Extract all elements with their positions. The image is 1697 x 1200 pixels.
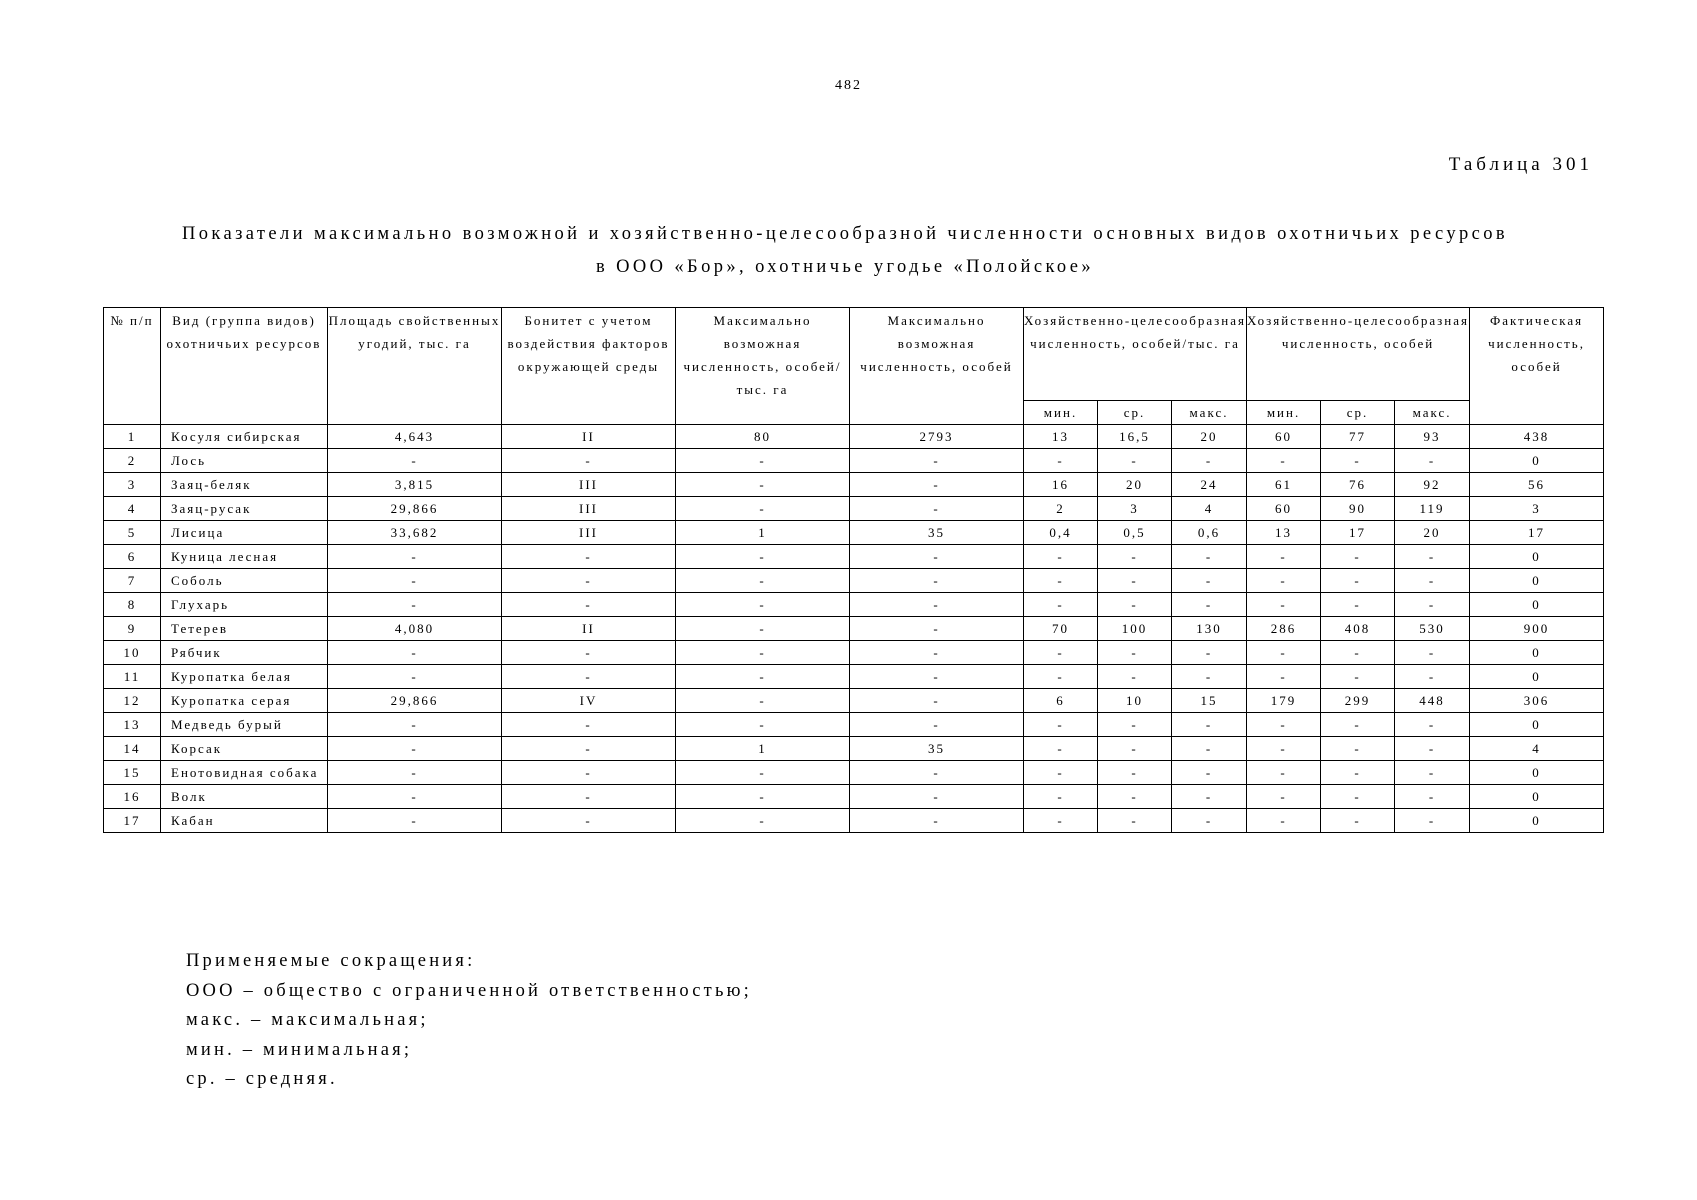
hz-density-min-cell: - bbox=[1024, 593, 1098, 617]
actual-count-cell: 0 bbox=[1470, 809, 1604, 833]
hz-count-max-cell: - bbox=[1395, 809, 1470, 833]
hz-density-min-cell: - bbox=[1024, 545, 1098, 569]
hz-density-max-cell: 0,6 bbox=[1172, 521, 1247, 545]
hz-density-max-cell: - bbox=[1172, 641, 1247, 665]
bonitet-cell: - bbox=[502, 737, 676, 761]
hz-count-min-cell: 179 bbox=[1247, 689, 1321, 713]
bonitet-cell: III bbox=[502, 473, 676, 497]
actual-count-cell: 4 bbox=[1470, 737, 1604, 761]
table-row bbox=[104, 473, 1604, 497]
max-density-cell: - bbox=[676, 641, 850, 665]
data-table bbox=[103, 307, 1604, 833]
table-body bbox=[104, 425, 1604, 833]
species-name: Косуля сибирская bbox=[161, 425, 328, 449]
bonitet-cell: - bbox=[502, 665, 676, 689]
hz-density-min-cell: 16 bbox=[1024, 473, 1098, 497]
hz-count-min-cell: - bbox=[1247, 785, 1321, 809]
hz-count-min-cell: 60 bbox=[1247, 425, 1321, 449]
hz-count-avg-cell: - bbox=[1321, 545, 1395, 569]
table-row bbox=[104, 449, 1604, 473]
max-density-cell: 1 bbox=[676, 737, 850, 761]
hz-density-avg-cell: - bbox=[1098, 737, 1172, 761]
hz-count-min-cell: - bbox=[1247, 449, 1321, 473]
header-area: Площадь свойственных угодий, тыс. га bbox=[328, 308, 502, 425]
header-species: Вид (группа видов) охотничьих ресурсов bbox=[161, 308, 328, 425]
hz-count-min-cell: 13 bbox=[1247, 521, 1321, 545]
max-density-cell: - bbox=[676, 809, 850, 833]
table-row bbox=[104, 689, 1604, 713]
bonitet-cell: II bbox=[502, 425, 676, 449]
hz-count-max-cell: - bbox=[1395, 785, 1470, 809]
row-number: 5 bbox=[104, 521, 161, 545]
hz-density-min-cell: 0,4 bbox=[1024, 521, 1098, 545]
species-name: Кабан bbox=[161, 809, 328, 833]
hz-density-max-cell: - bbox=[1172, 593, 1247, 617]
table-label: Таблица 301 bbox=[1448, 154, 1593, 175]
species-name: Лось bbox=[161, 449, 328, 473]
hz-density-avg-cell: 0,5 bbox=[1098, 521, 1172, 545]
hz-density-avg-cell: - bbox=[1098, 641, 1172, 665]
header-hz-count: Хозяйственно-целесообразная численность, особей bbox=[1247, 308, 1470, 401]
hz-count-avg-cell: - bbox=[1321, 785, 1395, 809]
max-count-cell: - bbox=[850, 449, 1024, 473]
area-cell: - bbox=[328, 545, 502, 569]
table-row bbox=[104, 809, 1604, 833]
header-max-density: Максимально возможная численность, особей/тыс. га bbox=[676, 308, 850, 425]
hz-density-max-cell: 130 bbox=[1172, 617, 1247, 641]
max-density-cell: - bbox=[676, 617, 850, 641]
max-density-cell: - bbox=[676, 761, 850, 785]
actual-count-cell: 56 bbox=[1470, 473, 1604, 497]
species-name: Волк bbox=[161, 785, 328, 809]
actual-count-cell: 438 bbox=[1470, 425, 1604, 449]
document-title bbox=[100, 218, 1590, 284]
row-number: 15 bbox=[104, 761, 161, 785]
actual-count-cell: 900 bbox=[1470, 617, 1604, 641]
max-density-cell: - bbox=[676, 689, 850, 713]
row-number: 11 bbox=[104, 665, 161, 689]
max-density-cell: - bbox=[676, 569, 850, 593]
actual-count-cell: 0 bbox=[1470, 785, 1604, 809]
hz-count-min-cell: - bbox=[1247, 569, 1321, 593]
species-name: Енотовидная собака bbox=[161, 761, 328, 785]
table-row bbox=[104, 497, 1604, 521]
hz-density-min-cell: 6 bbox=[1024, 689, 1098, 713]
hz-density-avg-cell: - bbox=[1098, 665, 1172, 689]
species-name: Тетерев bbox=[161, 617, 328, 641]
hz-count-avg-cell: - bbox=[1321, 569, 1395, 593]
species-name: Медведь бурый bbox=[161, 713, 328, 737]
hz-density-avg-cell: - bbox=[1098, 449, 1172, 473]
max-count-cell: - bbox=[850, 785, 1024, 809]
row-number: 4 bbox=[104, 497, 161, 521]
hz-count-max-cell: - bbox=[1395, 665, 1470, 689]
bonitet-cell: - bbox=[502, 809, 676, 833]
max-count-cell: - bbox=[850, 809, 1024, 833]
table-row bbox=[104, 665, 1604, 689]
hz-count-max-cell: - bbox=[1395, 593, 1470, 617]
hz-count-avg-cell: 77 bbox=[1321, 425, 1395, 449]
hz-density-avg-cell: 100 bbox=[1098, 617, 1172, 641]
area-cell: - bbox=[328, 809, 502, 833]
area-cell: - bbox=[328, 713, 502, 737]
header-max-count: Максимально возможная численность, особей bbox=[850, 308, 1024, 425]
actual-count-cell: 0 bbox=[1470, 641, 1604, 665]
hz-density-min-cell: 2 bbox=[1024, 497, 1098, 521]
hz-density-avg-cell: - bbox=[1098, 569, 1172, 593]
actual-count-cell: 0 bbox=[1470, 545, 1604, 569]
hz-count-avg-cell: - bbox=[1321, 593, 1395, 617]
hz-count-avg-cell: 408 bbox=[1321, 617, 1395, 641]
hz-count-min-cell: - bbox=[1247, 641, 1321, 665]
hz-count-max-cell: - bbox=[1395, 545, 1470, 569]
hz-count-avg-cell: - bbox=[1321, 665, 1395, 689]
hz-count-avg-cell: - bbox=[1321, 449, 1395, 473]
hz-count-max-cell: 119 bbox=[1395, 497, 1470, 521]
row-number: 8 bbox=[104, 593, 161, 617]
header-hc-avg: ср. bbox=[1321, 401, 1395, 425]
hz-density-max-cell: 24 bbox=[1172, 473, 1247, 497]
hz-count-max-cell: 448 bbox=[1395, 689, 1470, 713]
hz-density-avg-cell: - bbox=[1098, 809, 1172, 833]
header-hc-min: мин. bbox=[1247, 401, 1321, 425]
header-hc-max: макс. bbox=[1395, 401, 1470, 425]
max-count-cell: - bbox=[850, 617, 1024, 641]
bonitet-cell: - bbox=[502, 713, 676, 737]
table-row bbox=[104, 617, 1604, 641]
area-cell: 29,866 bbox=[328, 689, 502, 713]
note-item: ООО – общество с ограниченной ответственностью; bbox=[186, 980, 752, 1001]
hz-count-avg-cell: - bbox=[1321, 713, 1395, 737]
area-cell: 4,080 bbox=[328, 617, 502, 641]
note-item: макс. – максимальная; bbox=[186, 1010, 429, 1030]
hz-density-min-cell: - bbox=[1024, 641, 1098, 665]
hz-count-min-cell: 60 bbox=[1247, 497, 1321, 521]
max-density-cell: - bbox=[676, 713, 850, 737]
area-cell: - bbox=[328, 785, 502, 809]
max-density-cell: - bbox=[676, 665, 850, 689]
max-density-cell: 1 bbox=[676, 521, 850, 545]
row-number: 9 bbox=[104, 617, 161, 641]
max-count-cell: - bbox=[850, 713, 1024, 737]
actual-count-cell: 306 bbox=[1470, 689, 1604, 713]
abbreviations-notes bbox=[186, 947, 752, 1095]
row-number: 12 bbox=[104, 689, 161, 713]
max-count-cell: - bbox=[850, 689, 1024, 713]
table-row bbox=[104, 761, 1604, 785]
hz-count-avg-cell: - bbox=[1321, 809, 1395, 833]
max-density-cell: - bbox=[676, 473, 850, 497]
row-number: 6 bbox=[104, 545, 161, 569]
max-density-cell: - bbox=[676, 449, 850, 473]
bonitet-cell: - bbox=[502, 641, 676, 665]
hz-count-max-cell: - bbox=[1395, 713, 1470, 737]
bonitet-cell: - bbox=[502, 761, 676, 785]
hz-density-min-cell: - bbox=[1024, 809, 1098, 833]
hz-count-min-cell: - bbox=[1247, 545, 1321, 569]
hz-count-min-cell: - bbox=[1247, 713, 1321, 737]
hz-count-max-cell: - bbox=[1395, 449, 1470, 473]
area-cell: - bbox=[328, 761, 502, 785]
species-name: Заяц-русак bbox=[161, 497, 328, 521]
hz-count-min-cell: - bbox=[1247, 761, 1321, 785]
row-number: 2 bbox=[104, 449, 161, 473]
hz-density-avg-cell: 20 bbox=[1098, 473, 1172, 497]
area-cell: - bbox=[328, 665, 502, 689]
hz-density-avg-cell: - bbox=[1098, 761, 1172, 785]
bonitet-cell: - bbox=[502, 449, 676, 473]
max-density-cell: - bbox=[676, 785, 850, 809]
title-line-1: Показатели максимально возможной и хозяйственно-целесообразной численности основных видов охотничьих ресурсов bbox=[181, 224, 1509, 244]
species-name: Куропатка серая bbox=[161, 689, 328, 713]
max-count-cell: - bbox=[850, 545, 1024, 569]
hz-count-max-cell: - bbox=[1395, 569, 1470, 593]
max-count-cell: - bbox=[850, 761, 1024, 785]
table-row bbox=[104, 569, 1604, 593]
hz-density-avg-cell: 3 bbox=[1098, 497, 1172, 521]
hz-count-min-cell: - bbox=[1247, 593, 1321, 617]
hz-density-avg-cell: - bbox=[1098, 545, 1172, 569]
hz-density-avg-cell: - bbox=[1098, 713, 1172, 737]
species-name: Заяц-беляк bbox=[161, 473, 328, 497]
row-number: 14 bbox=[104, 737, 161, 761]
hz-density-avg-cell: - bbox=[1098, 785, 1172, 809]
row-number: 7 bbox=[104, 569, 161, 593]
hz-density-max-cell: - bbox=[1172, 761, 1247, 785]
area-cell: - bbox=[328, 593, 502, 617]
hz-density-min-cell: - bbox=[1024, 569, 1098, 593]
hz-count-avg-cell: - bbox=[1321, 737, 1395, 761]
header-hd-min: мин. bbox=[1024, 401, 1098, 425]
species-name: Корсак bbox=[161, 737, 328, 761]
area-cell: - bbox=[328, 569, 502, 593]
max-count-cell: 35 bbox=[850, 737, 1024, 761]
hz-count-max-cell: 92 bbox=[1395, 473, 1470, 497]
hz-density-min-cell: - bbox=[1024, 761, 1098, 785]
table-row bbox=[104, 785, 1604, 809]
hz-density-max-cell: - bbox=[1172, 569, 1247, 593]
note-item: мин. – минимальная; bbox=[186, 1039, 413, 1060]
hz-count-min-cell: - bbox=[1247, 737, 1321, 761]
area-cell: 33,682 bbox=[328, 521, 502, 545]
actual-count-cell: 17 bbox=[1470, 521, 1604, 545]
max-density-cell: 80 bbox=[676, 425, 850, 449]
row-number: 10 bbox=[104, 641, 161, 665]
table-row bbox=[104, 593, 1604, 617]
header-hd-avg: ср. bbox=[1098, 401, 1172, 425]
area-cell: 3,815 bbox=[328, 473, 502, 497]
table-row bbox=[104, 641, 1604, 665]
hz-density-max-cell: 4 bbox=[1172, 497, 1247, 521]
hz-density-min-cell: - bbox=[1024, 449, 1098, 473]
table-row bbox=[104, 425, 1604, 449]
area-cell: 29,866 bbox=[328, 497, 502, 521]
species-name: Глухарь bbox=[161, 593, 328, 617]
area-cell: - bbox=[328, 449, 502, 473]
hz-density-min-cell: - bbox=[1024, 665, 1098, 689]
header-hz-density: Хозяйственно-целесообразная численность, особей/тыс. га bbox=[1024, 308, 1247, 401]
header-bonitet: Бонитет с учетом воздействия факторов окружающей среды bbox=[502, 308, 676, 425]
hz-density-max-cell: 20 bbox=[1172, 425, 1247, 449]
row-number: 16 bbox=[104, 785, 161, 809]
hz-count-avg-cell: - bbox=[1321, 641, 1395, 665]
bonitet-cell: - bbox=[502, 593, 676, 617]
max-density-cell: - bbox=[676, 545, 850, 569]
max-count-cell: - bbox=[850, 569, 1024, 593]
max-density-cell: - bbox=[676, 593, 850, 617]
actual-count-cell: 0 bbox=[1470, 449, 1604, 473]
hz-count-avg-cell: 299 bbox=[1321, 689, 1395, 713]
hz-density-max-cell: - bbox=[1172, 545, 1247, 569]
hz-count-min-cell: - bbox=[1247, 665, 1321, 689]
table-row bbox=[104, 737, 1604, 761]
species-name: Куница лесная bbox=[161, 545, 328, 569]
bonitet-cell: III bbox=[502, 521, 676, 545]
area-cell: - bbox=[328, 737, 502, 761]
max-count-cell: - bbox=[850, 497, 1024, 521]
table-row bbox=[104, 713, 1604, 737]
title-line-2: в ООО «Бор», охотничье угодье «Полойское» bbox=[595, 257, 1095, 277]
area-cell: - bbox=[328, 641, 502, 665]
hz-density-max-cell: - bbox=[1172, 713, 1247, 737]
hz-density-avg-cell: 16,5 bbox=[1098, 425, 1172, 449]
hz-density-max-cell: - bbox=[1172, 665, 1247, 689]
max-count-cell: - bbox=[850, 473, 1024, 497]
hz-count-min-cell: - bbox=[1247, 809, 1321, 833]
page-number: 482 bbox=[835, 78, 862, 93]
hz-density-max-cell: - bbox=[1172, 449, 1247, 473]
actual-count-cell: 0 bbox=[1470, 665, 1604, 689]
hz-density-avg-cell: - bbox=[1098, 593, 1172, 617]
table-row bbox=[104, 521, 1604, 545]
max-count-cell: - bbox=[850, 593, 1024, 617]
max-count-cell: - bbox=[850, 665, 1024, 689]
hz-count-max-cell: 530 bbox=[1395, 617, 1470, 641]
actual-count-cell: 0 bbox=[1470, 593, 1604, 617]
row-number: 17 bbox=[104, 809, 161, 833]
hz-density-min-cell: 70 bbox=[1024, 617, 1098, 641]
max-count-cell: - bbox=[850, 641, 1024, 665]
hz-density-max-cell: 15 bbox=[1172, 689, 1247, 713]
hz-count-max-cell: - bbox=[1395, 761, 1470, 785]
max-count-cell: 35 bbox=[850, 521, 1024, 545]
hz-count-min-cell: 286 bbox=[1247, 617, 1321, 641]
hz-count-avg-cell: 76 bbox=[1321, 473, 1395, 497]
hz-density-max-cell: - bbox=[1172, 809, 1247, 833]
actual-count-cell: 0 bbox=[1470, 713, 1604, 737]
hz-count-max-cell: - bbox=[1395, 737, 1470, 761]
area-cell: 4,643 bbox=[328, 425, 502, 449]
header-actual: Фактическая численность, особей bbox=[1470, 308, 1604, 425]
hz-density-min-cell: - bbox=[1024, 737, 1098, 761]
row-number: 3 bbox=[104, 473, 161, 497]
actual-count-cell: 3 bbox=[1470, 497, 1604, 521]
header-hd-max: макс. bbox=[1172, 401, 1247, 425]
species-name: Рябчик bbox=[161, 641, 328, 665]
hz-count-max-cell: 93 bbox=[1395, 425, 1470, 449]
hz-density-avg-cell: 10 bbox=[1098, 689, 1172, 713]
hz-density-max-cell: - bbox=[1172, 785, 1247, 809]
actual-count-cell: 0 bbox=[1470, 569, 1604, 593]
actual-count-cell: 0 bbox=[1470, 761, 1604, 785]
hz-count-avg-cell: - bbox=[1321, 761, 1395, 785]
hz-density-min-cell: - bbox=[1024, 713, 1098, 737]
notes-heading: Применяемые сокращения: bbox=[186, 951, 476, 971]
hz-count-min-cell: 61 bbox=[1247, 473, 1321, 497]
hz-density-min-cell: - bbox=[1024, 785, 1098, 809]
hz-density-max-cell: - bbox=[1172, 737, 1247, 761]
species-name: Соболь bbox=[161, 569, 328, 593]
species-name: Лисица bbox=[161, 521, 328, 545]
bonitet-cell: III bbox=[502, 497, 676, 521]
bonitet-cell: - bbox=[502, 569, 676, 593]
bonitet-cell: II bbox=[502, 617, 676, 641]
note-item: ср. – средняя. bbox=[186, 1069, 338, 1089]
hz-count-max-cell: 20 bbox=[1395, 521, 1470, 545]
row-number: 1 bbox=[104, 425, 161, 449]
bonitet-cell: - bbox=[502, 545, 676, 569]
max-count-cell: 2793 bbox=[850, 425, 1024, 449]
row-number: 13 bbox=[104, 713, 161, 737]
max-density-cell: - bbox=[676, 497, 850, 521]
header-number: № п/п bbox=[104, 308, 161, 425]
bonitet-cell: IV bbox=[502, 689, 676, 713]
hz-density-min-cell: 13 bbox=[1024, 425, 1098, 449]
bonitet-cell: - bbox=[502, 785, 676, 809]
hz-count-avg-cell: 17 bbox=[1321, 521, 1395, 545]
hz-count-avg-cell: 90 bbox=[1321, 497, 1395, 521]
hz-count-max-cell: - bbox=[1395, 641, 1470, 665]
table-row bbox=[104, 545, 1604, 569]
species-name: Куропатка белая bbox=[161, 665, 328, 689]
